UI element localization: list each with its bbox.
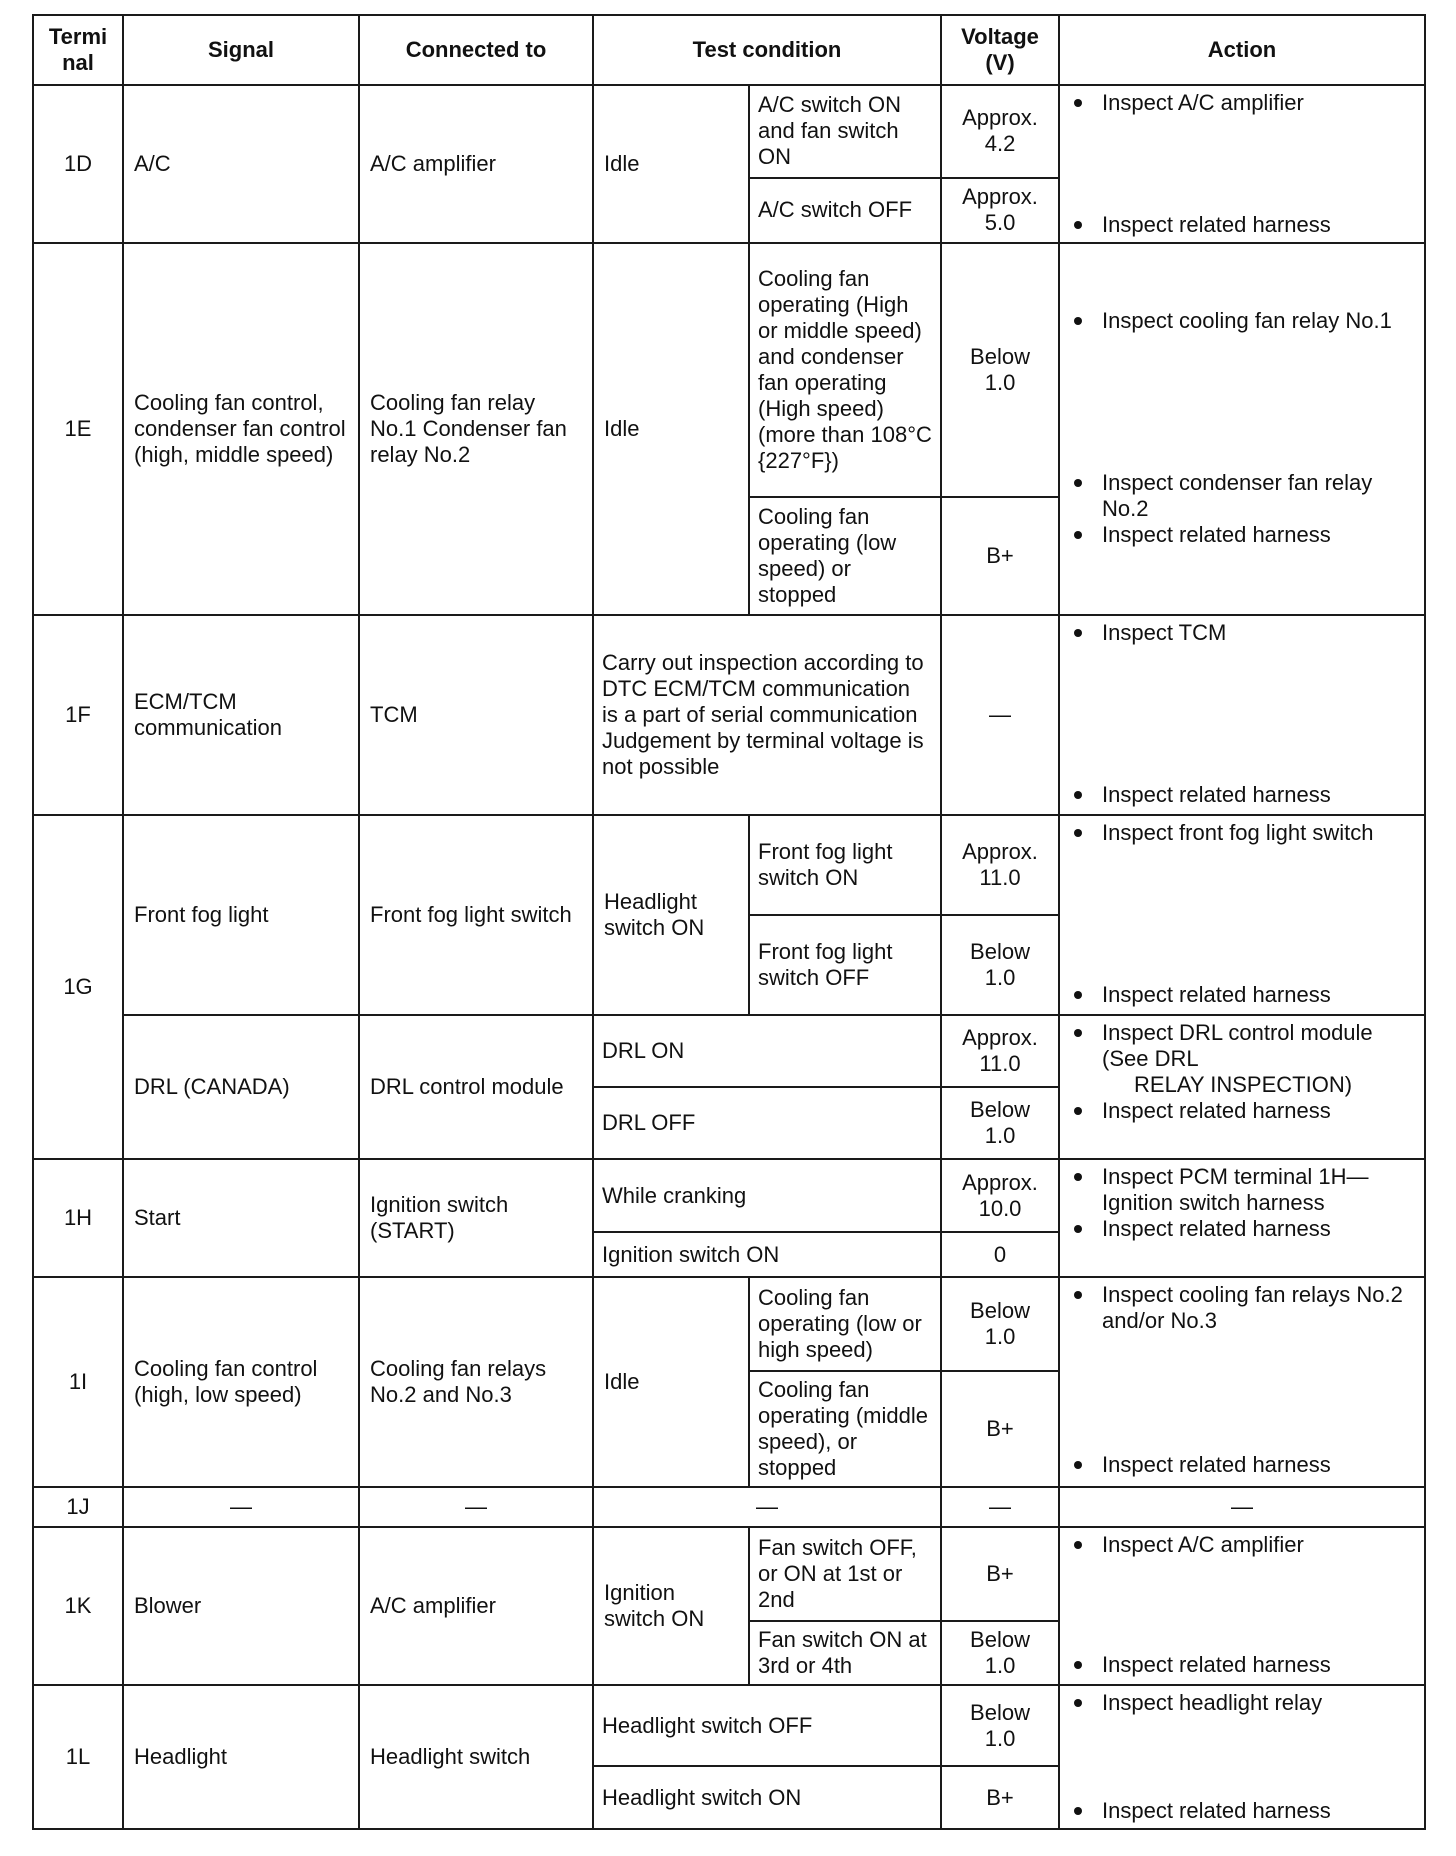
connected-cell: DRL control module: [359, 1015, 593, 1159]
action-item: Inspect A/C amplifier: [1074, 1532, 1416, 1558]
terminal-cell: 1I: [33, 1277, 123, 1487]
action-item: Inspect headlight relay: [1074, 1690, 1416, 1716]
action-item: Inspect related harness: [1074, 1452, 1416, 1478]
terminal-cell: 1H: [33, 1159, 123, 1277]
action-item: Inspect related harness: [1074, 982, 1416, 1008]
test-condition-cell: Headlight switch ON: [593, 815, 749, 1015]
action-item: Inspect A/C amplifier: [1074, 90, 1416, 116]
voltage-cell: Below 1.0: [941, 243, 1059, 497]
signal-cell: ECM/TCM communication: [123, 615, 359, 815]
action-item: Inspect DRL control module: [1074, 1020, 1416, 1046]
signal-cell: —: [123, 1487, 359, 1527]
test-condition-cell: Ignition switch ON: [593, 1527, 749, 1685]
table-row: [33, 1527, 1425, 1621]
signal-cell: Headlight: [123, 1685, 359, 1829]
voltage-cell: Approx. 11.0: [941, 815, 1059, 915]
test-condition-cell: Idle: [593, 243, 749, 615]
voltage-cell: B+: [941, 1527, 1059, 1621]
connected-cell: Cooling fan relays No.2 and No.3: [359, 1277, 593, 1487]
sub-condition-cell: Cooling fan operating (middle speed), or stopped: [749, 1371, 941, 1487]
voltage-cell: —: [941, 1487, 1059, 1527]
sub-condition-cell: Cooling fan operating (low speed) or stopped: [749, 497, 941, 615]
action-item: Inspect PCM terminal 1H— Ignition switch harness: [1074, 1164, 1416, 1216]
terminal-cell: 1L: [33, 1685, 123, 1829]
voltage-cell: Below 1.0: [941, 915, 1059, 1015]
test-condition-cell: Ignition switch ON: [593, 1232, 941, 1277]
header-row: [33, 15, 1425, 85]
action-cell: [1059, 815, 1425, 1015]
voltage-cell: Below 1.0: [941, 1685, 1059, 1766]
action-item: Inspect condenser fan relay No.2: [1074, 470, 1416, 522]
voltage-cell: Below 1.0: [941, 1621, 1059, 1685]
connected-cell: Front fog light switch: [359, 815, 593, 1015]
sub-condition-cell: Cooling fan operating (low or high speed): [749, 1277, 941, 1371]
action-cell: [1059, 1685, 1425, 1829]
voltage-cell: Below 1.0: [941, 1087, 1059, 1159]
table-row: [33, 243, 1425, 497]
action-item: Inspect related harness: [1074, 1652, 1416, 1678]
header-connected-to: Connected to: [359, 15, 593, 85]
table-row: [33, 815, 1425, 915]
header-test-condition: Test condition: [593, 15, 941, 85]
action-item: Inspect cooling fan relay No.1: [1074, 308, 1416, 334]
test-condition-cell: Idle: [593, 1277, 749, 1487]
terminal-cell: 1J: [33, 1487, 123, 1527]
table-row: [33, 1685, 1425, 1766]
voltage-cell: B+: [941, 1371, 1059, 1487]
spec-page: [32, 14, 1424, 1830]
header-terminal: Termi nal: [33, 15, 123, 85]
voltage-cell: Approx. 11.0: [941, 1015, 1059, 1087]
sub-condition-cell: A/C switch OFF: [749, 178, 941, 243]
signal-cell: Blower: [123, 1527, 359, 1685]
see-note: (See DRL: [1102, 1046, 1199, 1071]
terminal-cell: 1F: [33, 615, 123, 815]
action-item: Inspect related harness: [1074, 212, 1416, 238]
terminal-voltage-table: [32, 14, 1426, 1830]
table-row: [33, 1159, 1425, 1232]
voltage-cell: B+: [941, 497, 1059, 615]
connected-cell: TCM: [359, 615, 593, 815]
action-item: Inspect related harness: [1074, 1098, 1416, 1124]
connected-cell: —: [359, 1487, 593, 1527]
action-item: Inspect front fog light switch: [1074, 820, 1416, 846]
signal-cell: A/C: [123, 85, 359, 243]
table-row: [33, 1277, 1425, 1371]
test-condition-cell: Headlight switch ON: [593, 1766, 941, 1829]
signal-cell: Cooling fan control (high, low speed): [123, 1277, 359, 1487]
action-cell: [1059, 1277, 1425, 1487]
action-item: Inspect related harness: [1074, 522, 1416, 548]
sub-condition-cell: Front fog light switch ON: [749, 815, 941, 915]
voltage-cell: —: [941, 615, 1059, 815]
action-cell: [1059, 1527, 1425, 1685]
action-item: Inspect TCM: [1074, 620, 1416, 646]
signal-cell: DRL (CANADA): [123, 1015, 359, 1159]
connected-cell: A/C amplifier: [359, 1527, 593, 1685]
sub-condition-cell: Front fog light switch OFF: [749, 915, 941, 1015]
action-item: Inspect cooling fan relays No.2 and/or No.3: [1074, 1282, 1416, 1334]
sub-condition-cell: Fan switch OFF, or ON at 1st or 2nd: [749, 1527, 941, 1621]
action-item: Inspect related harness: [1074, 1216, 1416, 1242]
terminal-cell: 1E: [33, 243, 123, 615]
sub-condition-cell: Cooling fan operating (High or middle speed) and condenser fan operating (High speed) (more than 108°C {227°F}): [749, 243, 941, 497]
table-row: [33, 85, 1425, 178]
voltage-cell: Approx. 5.0: [941, 178, 1059, 243]
connected-cell: Cooling fan relay No.1 Condenser fan relay No.2: [359, 243, 593, 615]
sub-condition-cell: A/C switch ON and fan switch ON: [749, 85, 941, 178]
test-condition-cell: While cranking: [593, 1159, 941, 1232]
test-condition-cell: —: [593, 1487, 941, 1527]
connected-cell: Ignition switch (START): [359, 1159, 593, 1277]
voltage-cell: Approx. 4.2: [941, 85, 1059, 178]
see-note-cont: RELAY INSPECTION): [1134, 1072, 1353, 1097]
connected-cell: A/C amplifier: [359, 85, 593, 243]
terminal-cell: 1D: [33, 85, 123, 243]
action-cell: [1059, 243, 1425, 615]
voltage-cell: Below 1.0: [941, 1277, 1059, 1371]
voltage-cell: B+: [941, 1766, 1059, 1829]
test-condition-cell: Headlight switch OFF: [593, 1685, 941, 1766]
voltage-cell: Approx. 10.0: [941, 1159, 1059, 1232]
test-condition-cell: DRL OFF: [593, 1087, 941, 1159]
sub-condition-cell: Fan switch ON at 3rd or 4th: [749, 1621, 941, 1685]
signal-cell: Start: [123, 1159, 359, 1277]
header-action: Action: [1059, 15, 1425, 85]
action-cell: [1059, 1159, 1425, 1277]
action-cell: [1059, 1015, 1425, 1159]
terminal-cell: 1K: [33, 1527, 123, 1685]
connected-cell: Headlight switch: [359, 1685, 593, 1829]
table-row: [33, 615, 1425, 815]
action-item: Inspect related harness: [1074, 1798, 1416, 1824]
voltage-cell: 0: [941, 1232, 1059, 1277]
signal-cell: Cooling fan control, condenser fan control (high, middle speed): [123, 243, 359, 615]
table-row: [33, 1487, 1425, 1527]
header-signal: Signal: [123, 15, 359, 85]
test-condition-cell: Carry out inspection according to DTC ECM/TCM communication is a part of serial communication Judgement by terminal voltage is not possible: [593, 615, 941, 815]
action-item: Inspect related harness: [1074, 782, 1416, 808]
test-condition-cell: Idle: [593, 85, 749, 243]
action-cell: —: [1059, 1487, 1425, 1527]
action-cell: [1059, 615, 1425, 815]
action-cell: [1059, 85, 1425, 243]
terminal-cell: 1G: [33, 815, 123, 1159]
header-voltage: Voltage (V): [941, 15, 1059, 85]
test-condition-cell: DRL ON: [593, 1015, 941, 1087]
table-row: [33, 1015, 1425, 1087]
signal-cell: Front fog light: [123, 815, 359, 1015]
